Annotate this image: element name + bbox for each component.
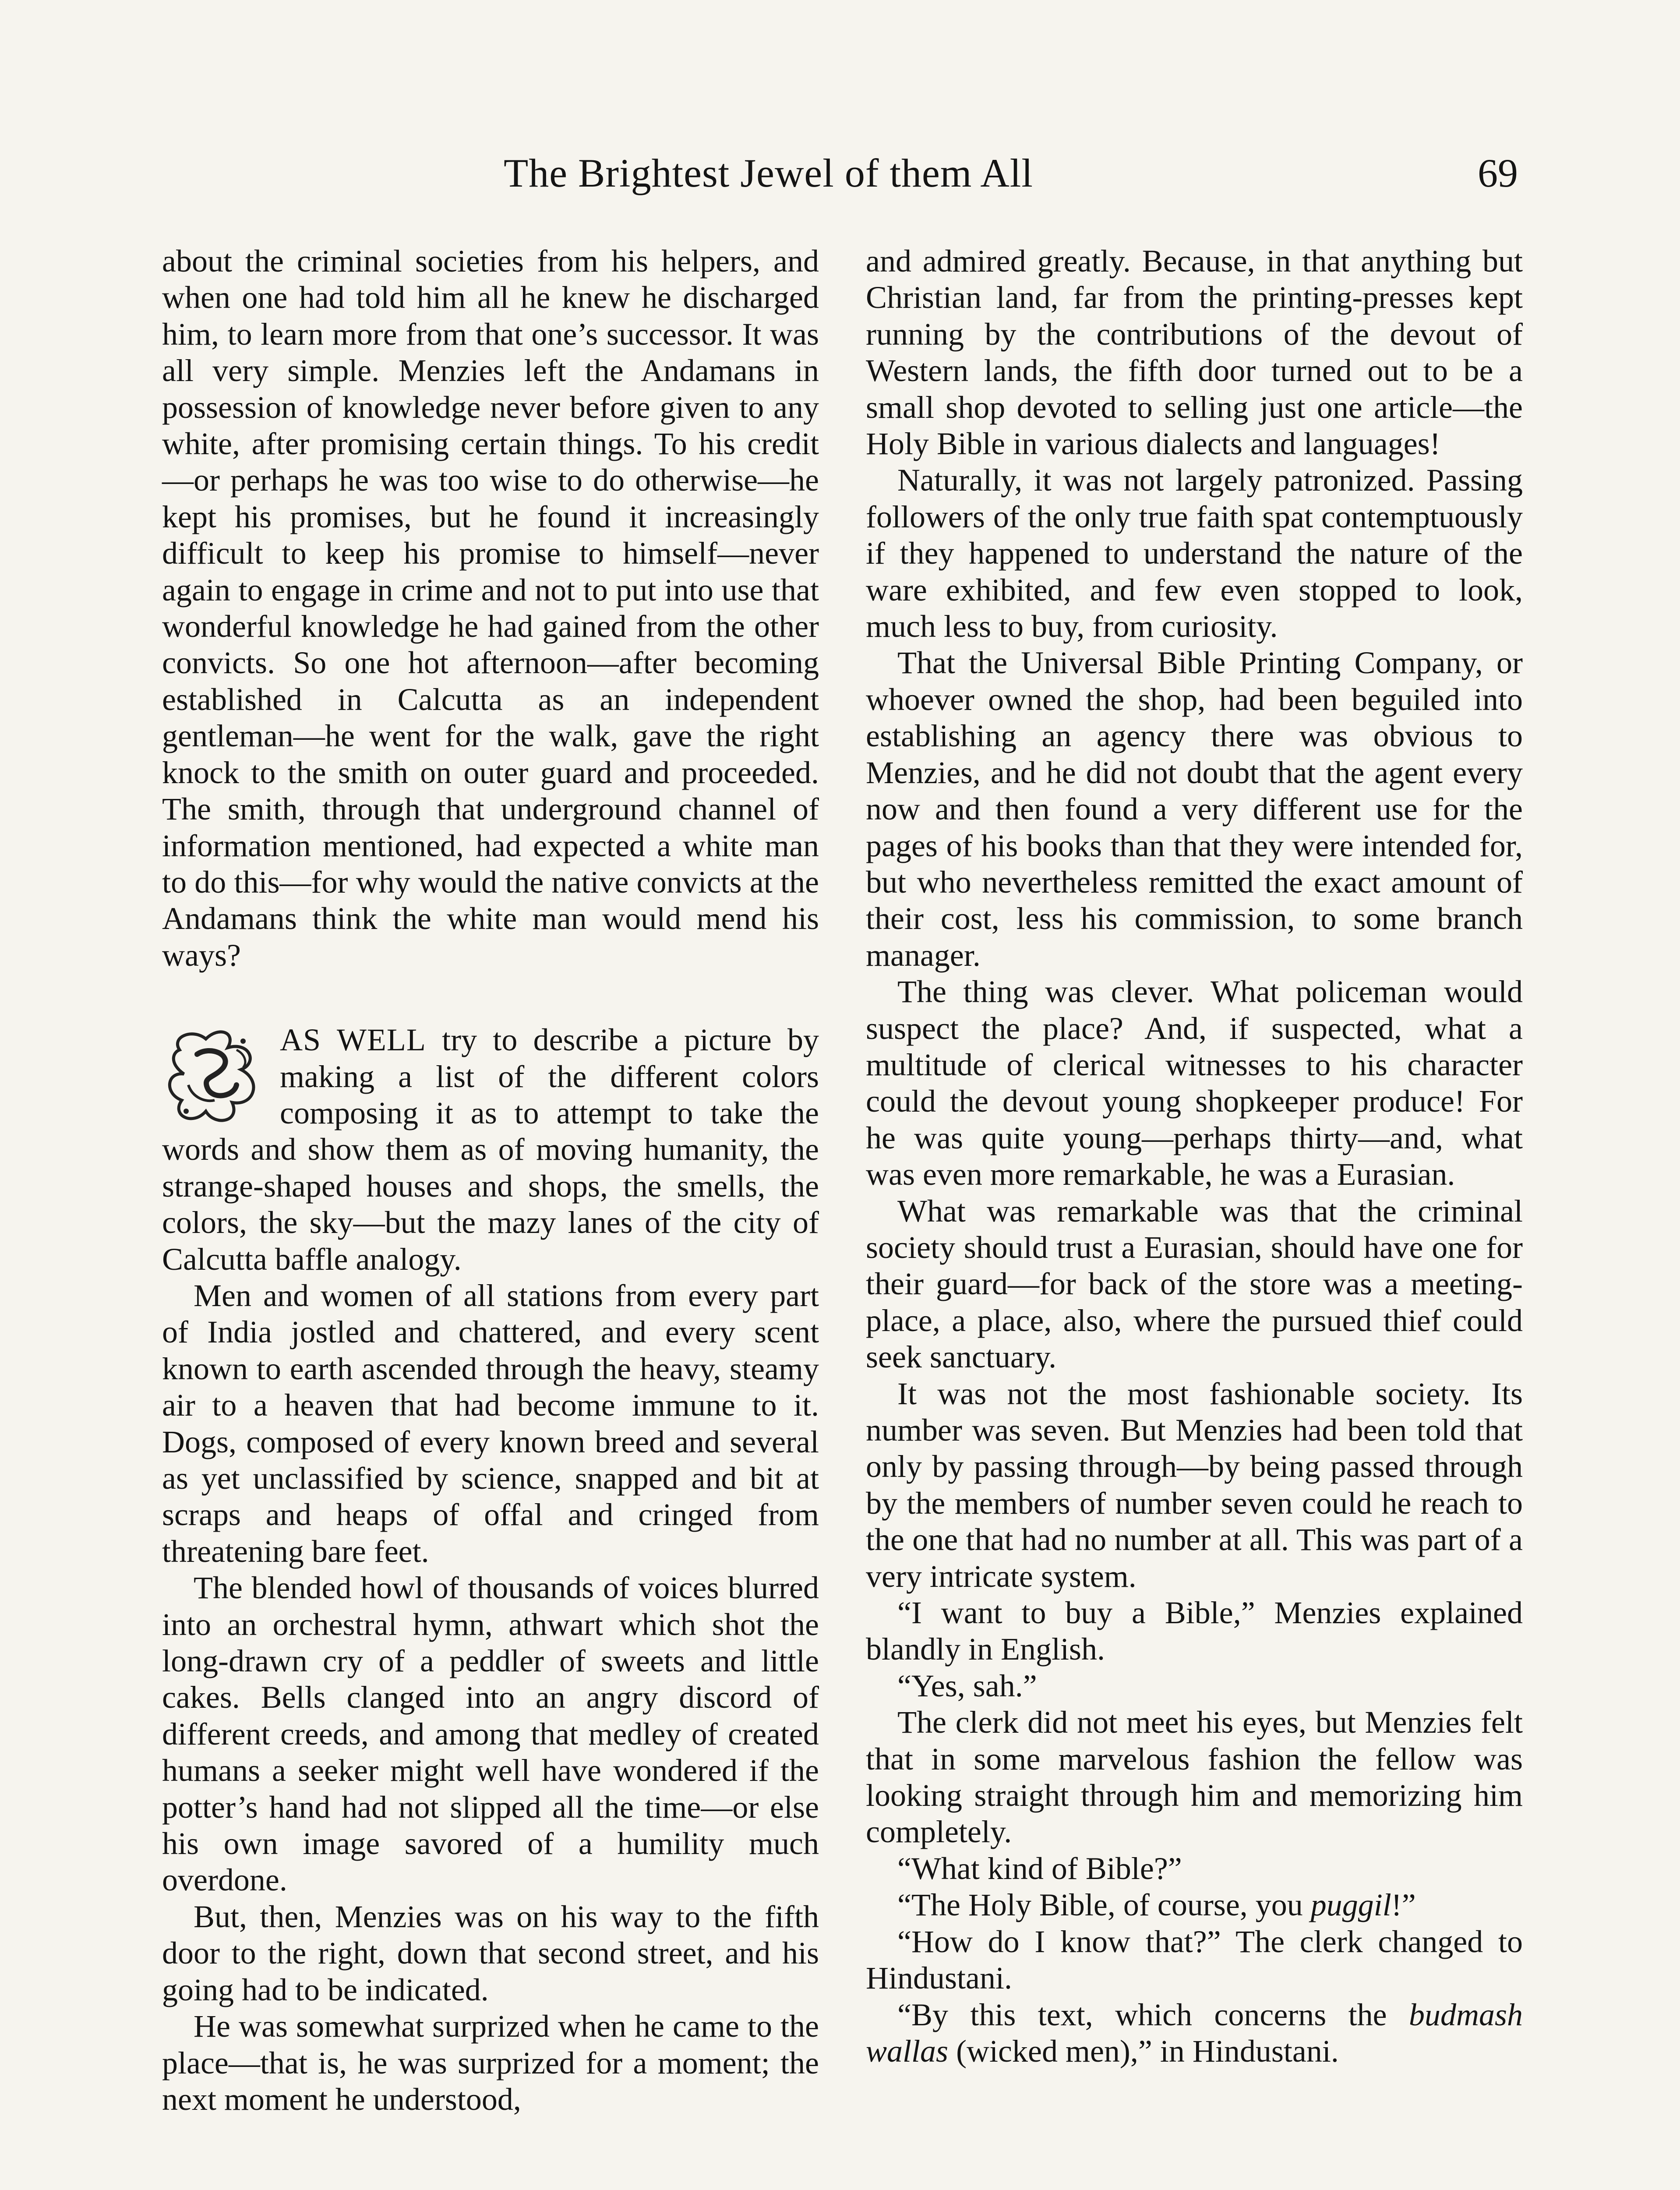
ornamental-letter-icon xyxy=(162,1024,274,1131)
paragraph-lead-caps: AS WELL xyxy=(280,1022,426,1058)
paragraph-right-11 xyxy=(866,1887,1523,1923)
paragraph-left-2-text: try to describe a picture by making a list of the different colors composing it as to attempt to take the words and show them as of moving humanity, the strange-shaped houses and shops, the smells, the colors, the sky—but the mazy lanes of the city of Calcutta baffle analogy. xyxy=(162,1022,819,1277)
paragraph-right-1: and admired greatly. Because, in that anything but Christian land, far from the printing-presses kept running by the contributions of the devout of Western lands, the fifth door turned out to be a small shop devoted to selling just one article—the Holy Bible in various dialects and languages! xyxy=(866,244,1523,462)
dialogue-text: “The Holy Bible, of course, you xyxy=(897,1887,1311,1923)
paragraph-right-6: It was not the most fashionable society. Its number was seven. But Menzies had been told that only by passing through—by being passed through by the members of number seven could he reach to the one that had no number at all. This was part of a very intricate system. xyxy=(866,1376,1523,1594)
paragraph-left-1: about the criminal societies from his helpers, and when one had told him all he knew he discharged him, to learn more from that one’s successor. It was all very simple. Menzies left the Andamans in possession of knowledge never before given to any white, after promising certain things. To his credit—or perhaps he was too wise to do otherwise—he kept his promises, but he found it increasingly difficult to keep his promise to himself—never again to engage in crime and not to put into use that wonderful knowledge he had gained from the other convicts. So one hot afternoon—after becoming established in Calcutta as an independent gentleman—he went for the walk, gave the right knock to the smith on outer guard and proceeded. The smith, through that underground channel of information mentioned, had expected a white man to do this—for why would the native convicts at the Andamans think the white man would mend his ways? xyxy=(162,244,819,973)
paragraph-left-6: He was somewhat surprized when he came to the place—that is, he was surprized for a moment; the next moment he understood, xyxy=(162,2009,819,2117)
page-number: 69 xyxy=(1478,151,1518,195)
dialogue-text: “By this text, which concerns the xyxy=(897,1997,1409,2032)
paragraph-right-4: The thing was clever. What policeman would suspect the place? And, if suspected, what a multitude of clerical witnesses to his character could the devout young shopkeeper produce! For he was quite young—perhaps thirty—and, what was even more remarkable, he was a Eurasian. xyxy=(866,974,1523,1192)
dialogue-text-end: !” xyxy=(1391,1887,1416,1923)
paragraph-right-3: That the Universal Bible Printing Company, or whoever owned the shop, had been beguiled into establishing an agency there was obvious to Menzies, and he did not doubt that the agent every now and then found a very different use for the pages of his books than that they were intended for, but who nevertheless remitted the exact amount of their cost, less his commission, to some branch manager. xyxy=(866,645,1523,973)
italic-phrase: budmash wallas xyxy=(866,1997,1523,2069)
running-head xyxy=(162,145,1518,210)
paragraph-right-10: “What kind of Bible?” xyxy=(897,1851,1182,1886)
paragraph-right-2: Naturally, it was not largely patronized. Passing followers of the only true faith spat contemptuously if they happened to understand the nature of the ware exhibited, and few even stopped to look, much less to buy, from curiosity. xyxy=(866,463,1523,644)
right-column xyxy=(866,243,1523,2070)
paragraph-right-7: “I want to buy a Bible,” Menzies explained blandly in English. xyxy=(866,1595,1523,1667)
paragraph-right-12: “How do I know that?” The clerk changed to Hindustani. xyxy=(866,1924,1523,1996)
paragraph-right-13 xyxy=(866,1997,1523,2070)
paragraph-left-2 xyxy=(162,1022,819,1278)
paragraph-left-5: But, then, Menzies was on his way to the fifth door to the right, down that second street, and his going had to be indicated. xyxy=(162,1899,819,2007)
paragraph-right-8: “Yes, sah.” xyxy=(897,1668,1037,1703)
running-title: The Brightest Jewel of them All xyxy=(504,151,1033,195)
paragraph-right-9: The clerk did not meet his eyes, but Menzies felt that in some marvelous fashion the fellow was looking straight through him and memorizing him completely. xyxy=(866,1705,1523,1850)
paragraph-right-5: What was remarkable was that the criminal society should trust a Eurasian, should have one for their guard—for back of the store was a meeting-place, a place, also, where the pursued thief could seek sanctuary. xyxy=(866,1193,1523,1375)
italic-word: puggil xyxy=(1310,1887,1391,1923)
dialogue-text-end: (wicked men),” in Hindustani. xyxy=(948,2033,1339,2069)
decorative-initial-s xyxy=(162,1024,274,1131)
paragraph-left-3: Men and women of all stations from every part of India jostled and chattered, and every scent known to earth ascended through the heavy, steamy air to a heaven that had become immune to it. Dogs, composed of every known breed and several as yet unclassified by science, snapped and bit at scraps and heaps of offal and cringed from threatening bare feet. xyxy=(162,1278,819,1569)
left-column xyxy=(162,243,819,2118)
paragraph-left-4: The blended howl of thousands of voices blurred into an orchestral hymn, athwart which shot the long-drawn cry of a peddler of sweets and little cakes. Bells clanged into an angry discord of different creeds, and among that medley of created humans a seeker might well have wondered if the potter’s hand had not slipped all the time—or else his own image savored of a humility much overdone. xyxy=(162,1570,819,1898)
